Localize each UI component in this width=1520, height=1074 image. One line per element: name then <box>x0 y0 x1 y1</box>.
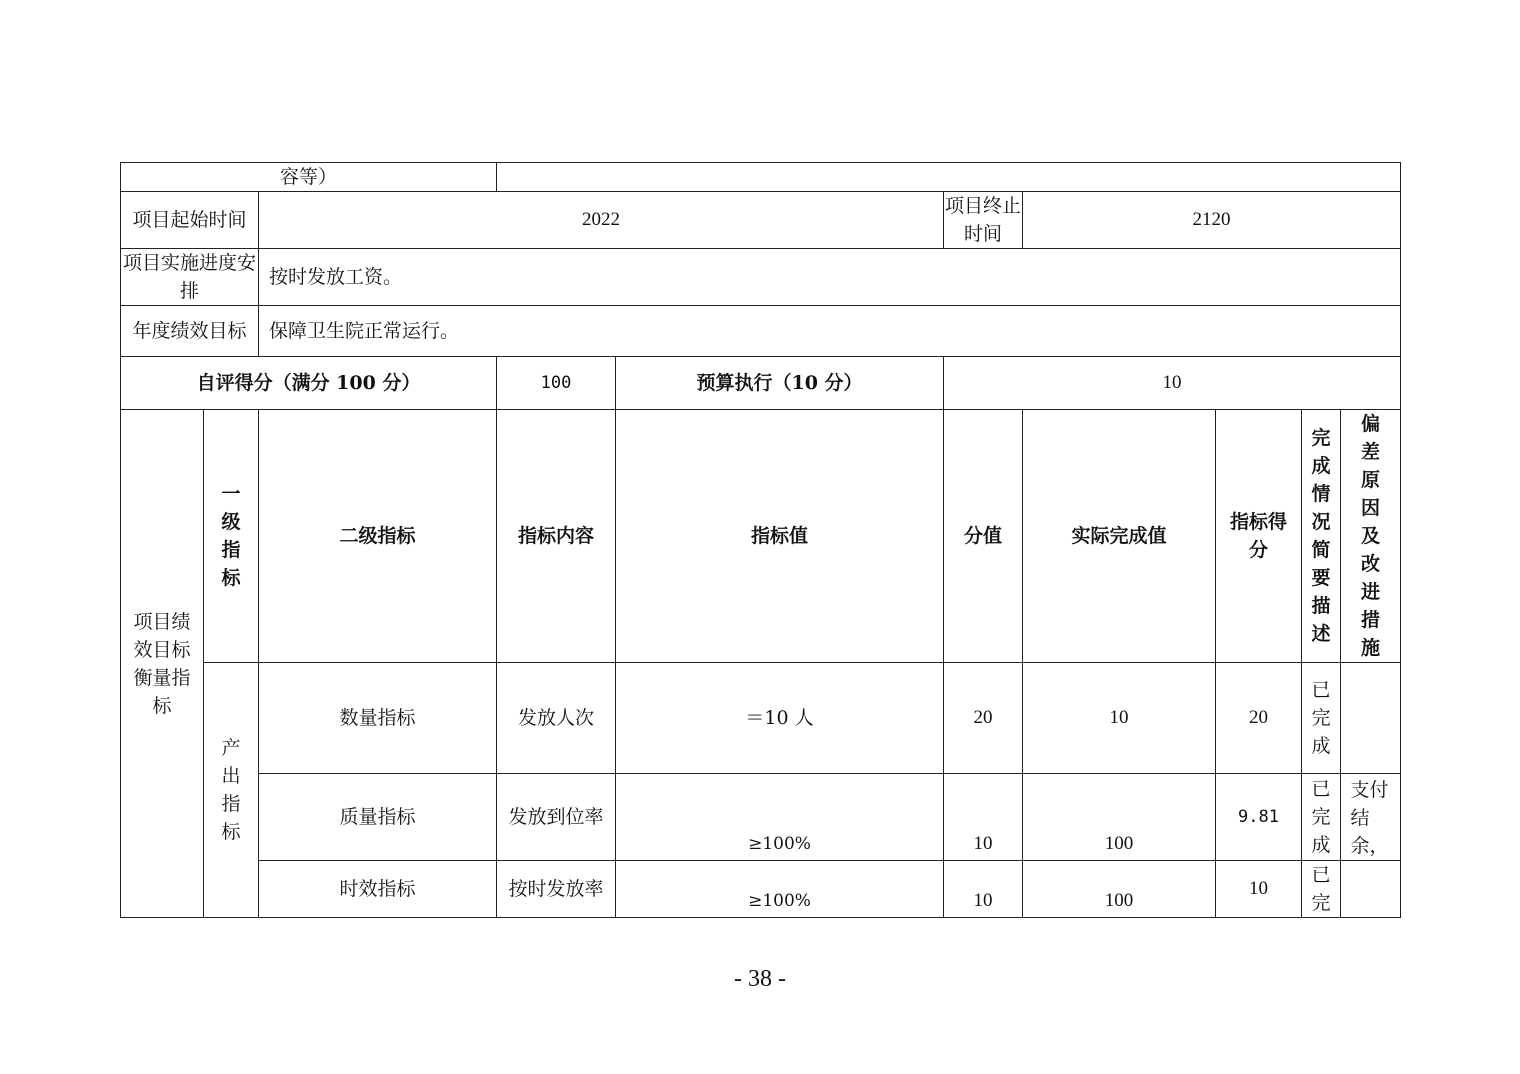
start-time-value: 2022 <box>259 192 944 249</box>
row-time <box>121 192 1401 249</box>
header-content: 指标内容 <box>497 410 616 663</box>
row-reason <box>1341 663 1401 774</box>
row-schedule <box>121 249 1401 306</box>
row-points: 10 <box>944 861 1023 918</box>
row-content <box>121 163 1401 192</box>
row-actual: 10 <box>1023 663 1216 774</box>
row-content-label: 容等） <box>121 163 497 192</box>
header-points: 分值 <box>944 410 1023 663</box>
goal-value: 保障卫生院正常运行。 <box>259 306 1401 357</box>
row-content-cell: 按时发放率 <box>497 861 616 918</box>
row-target: ≥100% <box>616 861 944 918</box>
row-points: 10 <box>944 774 1023 861</box>
row-content-cell: 发放到位率 <box>497 774 616 861</box>
output-label: 产出指标 <box>204 663 259 918</box>
row-level2: 质量指标 <box>259 774 497 861</box>
row-score <box>121 357 1401 410</box>
score-label: 自评得分（满分 100 分） <box>121 357 497 410</box>
row-obtained: 10 <box>1216 861 1302 918</box>
row-reason: 支付结余， <box>1341 774 1401 861</box>
row-obtained: 9.81 <box>1216 774 1302 861</box>
measure-label: 项目绩效目标衡量指标 <box>121 410 204 918</box>
header-level1: 一级指标 <box>204 410 259 663</box>
row-status: 已完成 <box>1302 774 1341 861</box>
score-value: 100 <box>497 357 616 410</box>
row-target: ≥100% <box>616 774 944 861</box>
budget-label: 预算执行（10 分） <box>616 357 944 410</box>
row-headers <box>121 410 1401 663</box>
header-actual: 实际完成值 <box>1023 410 1216 663</box>
start-time-label: 项目起始时间 <box>121 192 259 249</box>
row-status: 已完 <box>1302 861 1341 918</box>
table-row <box>121 774 1401 861</box>
row-target: ＝10 人 <box>616 663 944 774</box>
row-actual: 100 <box>1023 861 1216 918</box>
row-status: 已完成 <box>1302 663 1341 774</box>
table-row <box>121 663 1401 774</box>
row-obtained: 20 <box>1216 663 1302 774</box>
row-reason <box>1341 861 1401 918</box>
page-number: - 38 - <box>734 966 786 992</box>
goal-label: 年度绩效目标 <box>121 306 259 357</box>
schedule-label: 项目实施进度安排 <box>121 249 259 306</box>
row-level2: 时效指标 <box>259 861 497 918</box>
schedule-value: 按时发放工资。 <box>259 249 1401 306</box>
table-row <box>121 861 1401 918</box>
row-content-value <box>497 163 1401 192</box>
end-time-label: 项目终止时间 <box>944 192 1023 249</box>
row-content-cell: 发放人次 <box>497 663 616 774</box>
header-status: 完成情况简要描述 <box>1302 410 1341 663</box>
header-target: 指标值 <box>616 410 944 663</box>
header-obtained: 指标得分 <box>1216 410 1302 663</box>
row-actual: 100 <box>1023 774 1216 861</box>
row-points: 20 <box>944 663 1023 774</box>
end-time-value: 2120 <box>1023 192 1401 249</box>
row-goal <box>121 306 1401 357</box>
header-reason: 偏差原因及改进措施 <box>1341 410 1401 663</box>
budget-value: 10 <box>944 357 1401 410</box>
performance-table <box>120 162 1401 918</box>
header-level2: 二级指标 <box>259 410 497 663</box>
row-level2: 数量指标 <box>259 663 497 774</box>
